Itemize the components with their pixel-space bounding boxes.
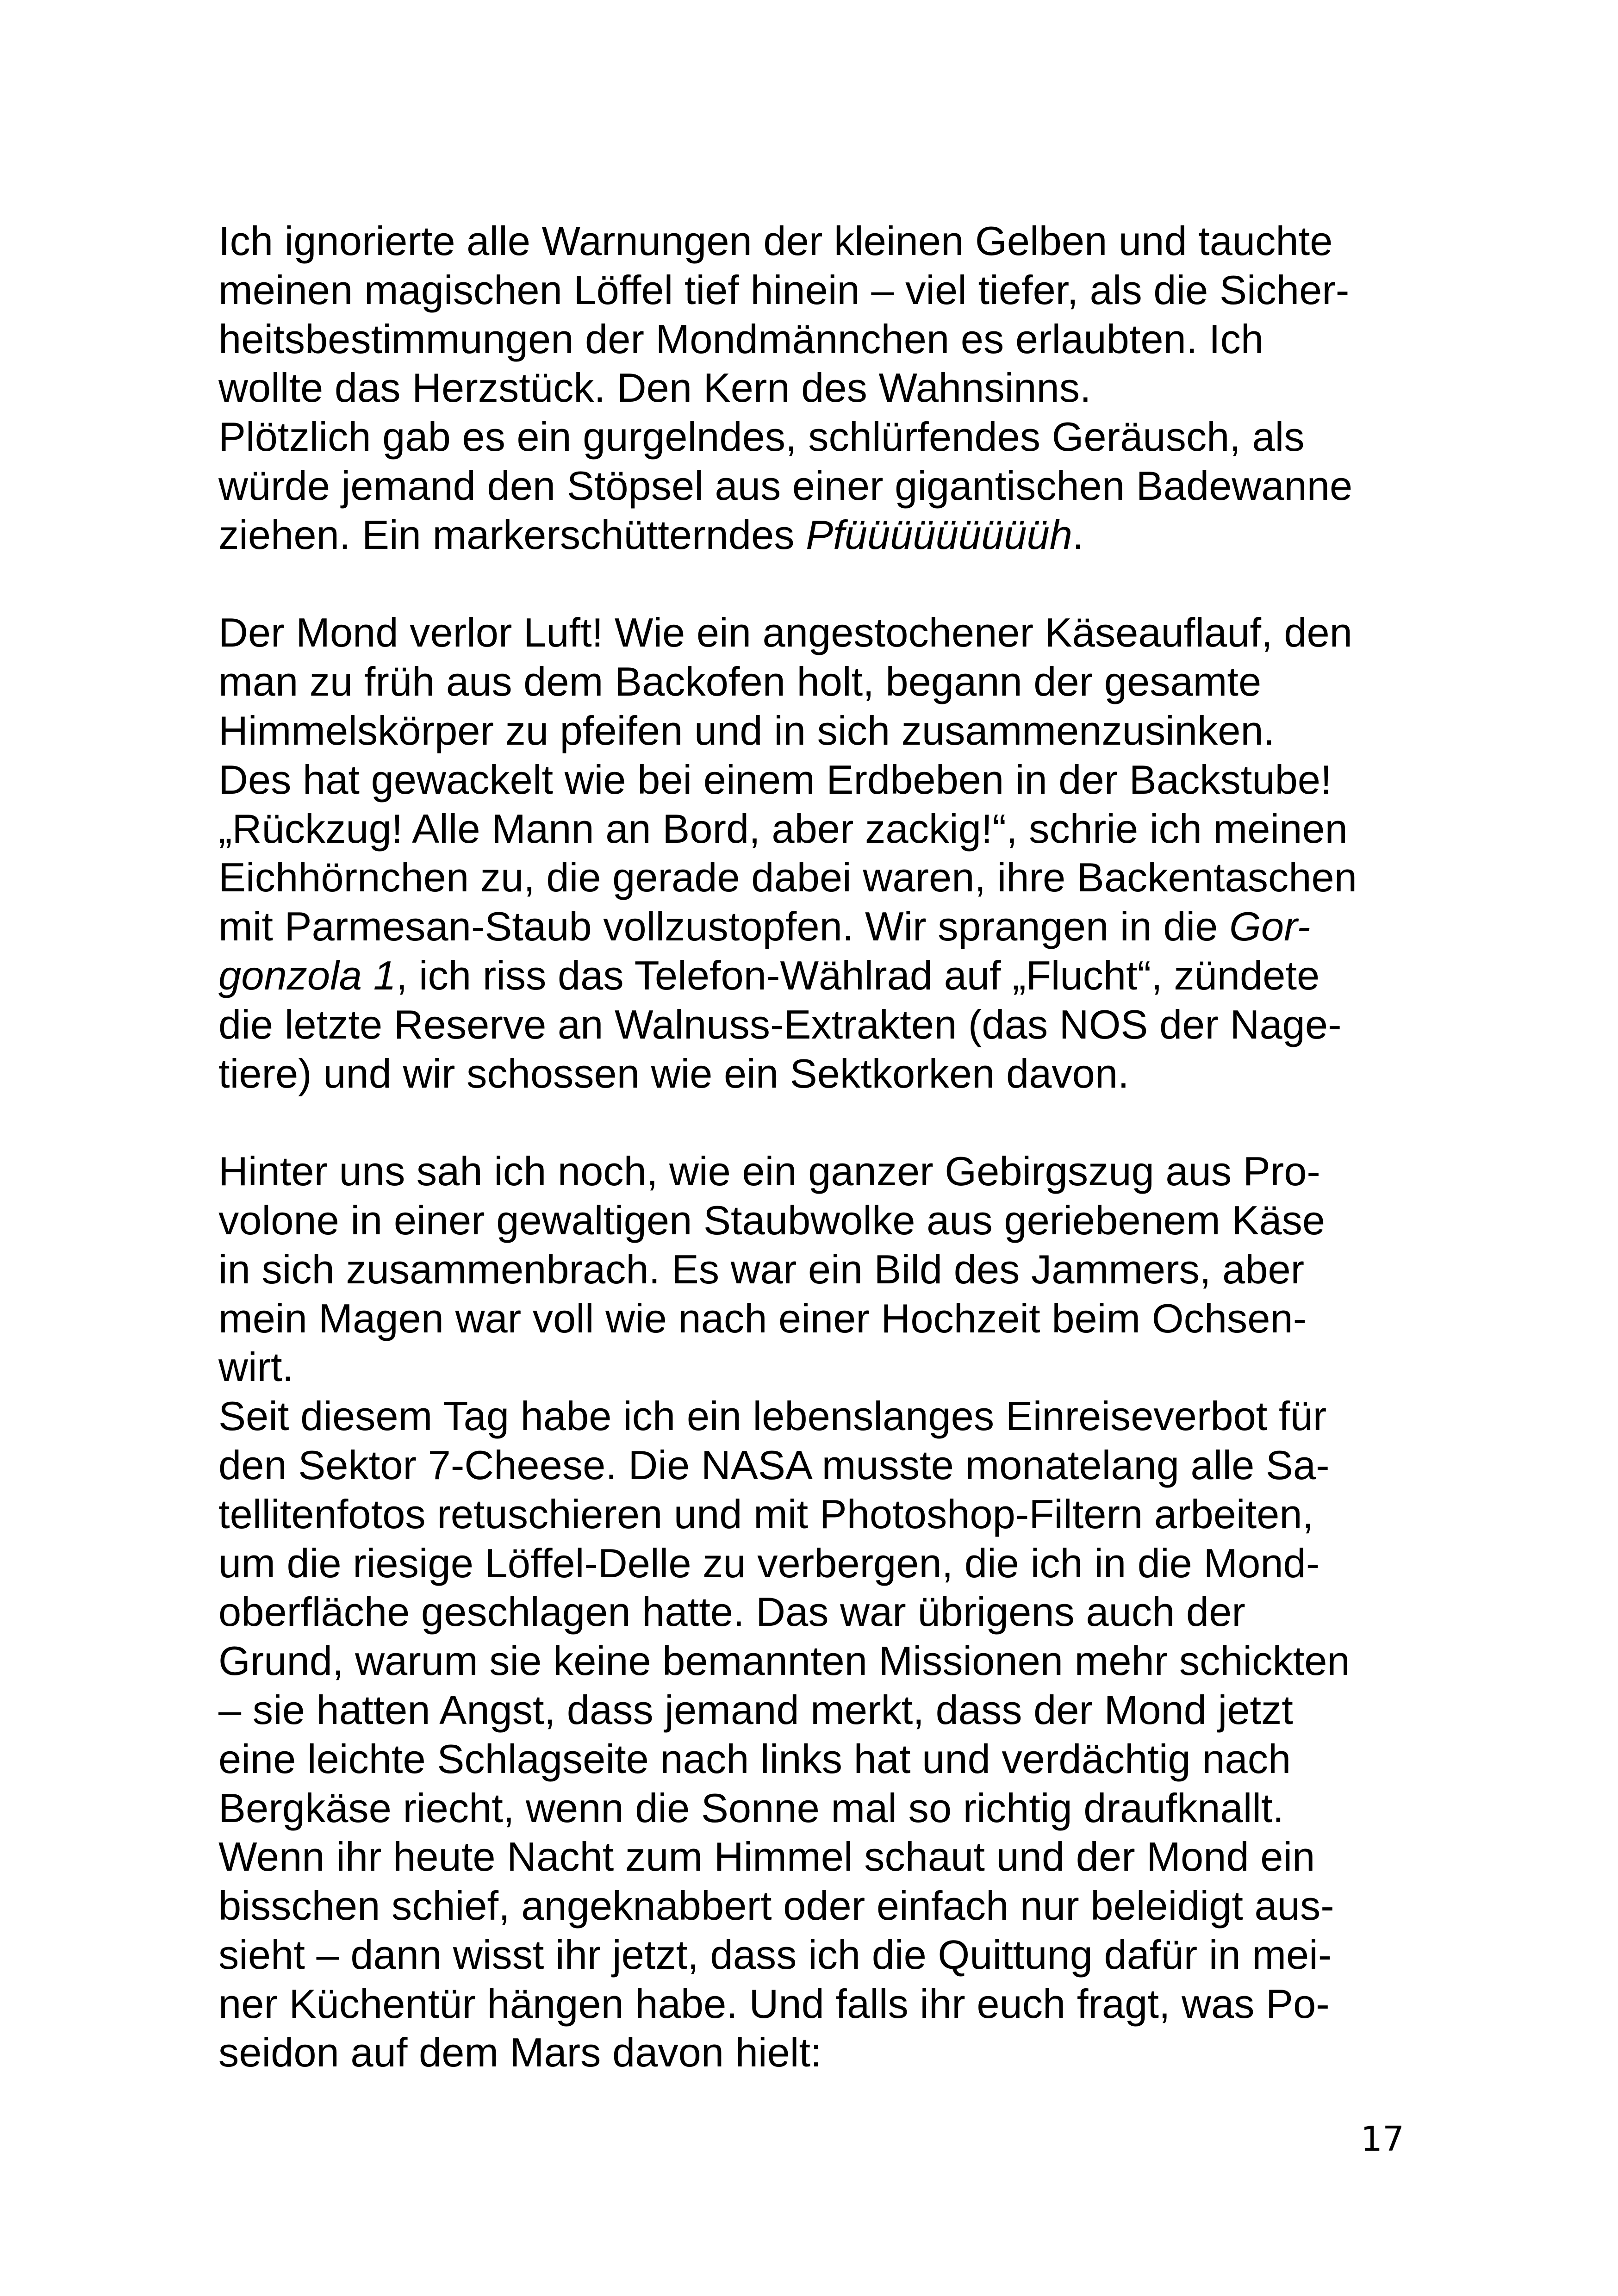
text-line: volone in einer gewaltigen Staubwolke aus geriebenem Käse	[218, 1197, 1326, 1243]
text-line: ner Küchentür hängen habe. Und falls ihr euch fragt, was Po-	[218, 1980, 1330, 2027]
text-segment: , ich riss das Telefon-Wählrad auf „Flucht“, zündete	[396, 952, 1320, 998]
body-text	[218, 217, 1422, 2077]
text-line: Grund, warum sie keine bemannten Missionen mehr schickten	[218, 1638, 1350, 1684]
text-line: in sich zusammenbrach. Es war ein Bild des Jammers, aber	[218, 1246, 1305, 1292]
page-number: 17	[1361, 2119, 1405, 2159]
text-line: sieht – dann wisst ihr jetzt, dass ich die Quittung dafür in mei-	[218, 1931, 1332, 1978]
text-line: mein Magen war voll wie nach einer Hochzeit beim Ochsen-	[218, 1295, 1307, 1341]
text-line: würde jemand den Stöpsel aus einer gigantischen Badewanne	[218, 462, 1353, 509]
text-line: seidon auf dem Mars davon hielt:	[218, 2029, 822, 2076]
text-line: Plötzlich gab es ein gurgelndes, schlürfendes Geräusch, als	[218, 414, 1305, 460]
text-line: Eichhörnchen zu, die gerade dabei waren, ihre Backentaschen	[218, 854, 1357, 901]
text-line: tiere) und wir schossen wie ein Sektkorken davon.	[218, 1050, 1129, 1096]
text-line: Seit diesem Tag habe ich ein lebenslanges Einreiseverbot für	[218, 1393, 1327, 1439]
text-segment: mit Parmesan-Staub vollzustopfen. Wir sprangen in die	[218, 903, 1230, 950]
italic-text: Gor-	[1229, 903, 1311, 950]
text-segment: ziehen. Ein markerschütterndes	[218, 511, 806, 558]
paragraph-gap	[218, 560, 1422, 609]
text-line: Hinter uns sah ich noch, wie ein ganzer Gebirgszug aus Pro-	[218, 1148, 1320, 1195]
text-line: tellitenfotos retuschieren und mit Photoshop-Filtern arbeiten,	[218, 1491, 1314, 1537]
text-line: Bergkäse riecht, wenn die Sonne mal so richtig draufknallt.	[218, 1785, 1284, 1831]
text-line: Wenn ihr heute Nacht zum Himmel schaut und der Mond ein	[218, 1834, 1315, 1880]
paragraph-gap	[218, 1098, 1422, 1147]
text-line: Des hat gewackelt wie bei einem Erdbeben in der Backstube!	[218, 756, 1332, 803]
italic-text: gonzola 1	[218, 952, 396, 998]
text-line	[218, 510, 1422, 560]
text-segment: .	[1072, 511, 1084, 558]
text-line: um die riesige Löffel-Delle zu verbergen, die ich in die Mond-	[218, 1540, 1320, 1586]
text-line: den Sektor 7-Cheese. Die NASA musste monatelang alle Sa-	[218, 1442, 1330, 1488]
text-line: bisschen schief, angeknabbert oder einfach nur beleidigt aus-	[218, 1883, 1334, 1929]
text-line: die letzte Reserve an Walnuss-Extrakten (das NOS der Nage-	[218, 1001, 1342, 1047]
text-line	[218, 951, 1422, 1000]
text-line: Der Mond verlor Luft! Wie ein angestochener Käseauflauf, den	[218, 610, 1352, 656]
text-line: man zu früh aus dem Backofen holt, begann der gesamte	[218, 659, 1262, 705]
text-line: eine leichte Schlagseite nach links hat und verdächtig nach	[218, 1736, 1291, 1782]
text-line: Ich ignorierte alle Warnungen der kleinen Gelben und tauchte	[218, 218, 1333, 264]
text-line: „Rückzug! Alle Mann an Bord, aber zackig!“, schrie ich meinen	[218, 805, 1348, 852]
text-line: oberfläche geschlagen hatte. Das war übrigens auch der	[218, 1589, 1245, 1635]
text-line: wirt.	[218, 1344, 294, 1390]
italic-text: Pfüüüüüüüüüh	[806, 511, 1072, 558]
text-line: meinen magischen Löffel tief hinein – viel tiefer, als die Sicher-	[218, 267, 1350, 313]
text-line: heitsbestimmungen der Mondmännchen es erlaubten. Ich	[218, 316, 1264, 362]
text-line: wollte das Herzstück. Den Kern des Wahnsinns.	[218, 365, 1091, 411]
text-line	[218, 902, 1422, 951]
text-line: – sie hatten Angst, dass jemand merkt, dass der Mond jetzt	[218, 1686, 1293, 1733]
text-line: Himmelskörper zu pfeifen und in sich zusammenzusinken.	[218, 707, 1275, 753]
